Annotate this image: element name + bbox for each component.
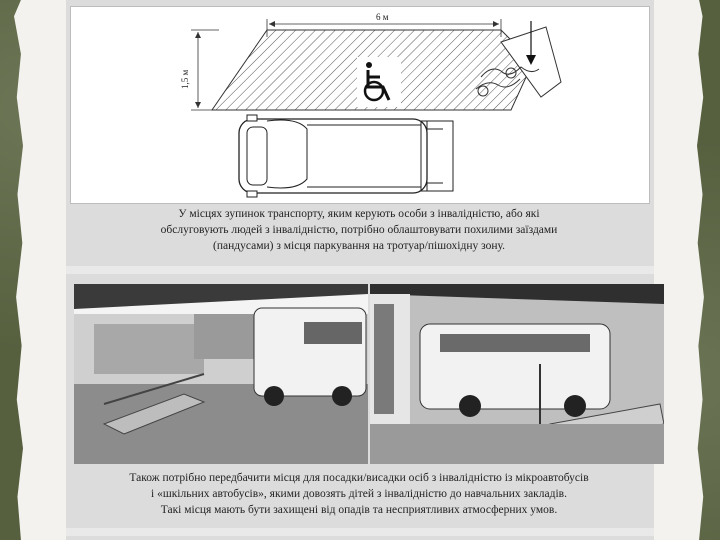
photo-ramp-with-bus-left xyxy=(74,284,368,464)
bottom-caption-line: і «шкільних автобусів», якими довозять дітей з інвалідністю до навчальних закладів. xyxy=(151,488,567,500)
bottom-caption xyxy=(70,470,648,518)
top-caption-line: У місцях зупинок транспорту, яким керують особи з інвалідністю, або які xyxy=(178,208,540,220)
height-label: 1,5 м xyxy=(180,69,190,89)
top-caption xyxy=(70,206,648,254)
bottom-caption-line: Також потрібно передбачити місця для посадки/висадки осіб з інвалідністю із мікроавтобусів xyxy=(129,472,589,484)
top-caption-line: (пандусами) з місця паркування на тротуар/пішохідну зону. xyxy=(213,240,505,252)
width-label: 6 м xyxy=(376,12,389,22)
height-dimension xyxy=(180,30,219,110)
parking-diagram xyxy=(71,7,649,203)
minibus-top-view xyxy=(239,115,453,197)
wheelchair-accessibility-icon xyxy=(357,57,401,107)
parking-diagram-panel xyxy=(70,6,650,204)
separator-band xyxy=(66,528,654,536)
photo-ramp-with-bus-right xyxy=(370,284,664,464)
photo-strip xyxy=(74,284,664,464)
top-caption-line: обслуговують людей з інвалідністю, потрібно облаштовувати похилими заїздами xyxy=(160,224,558,236)
separator-band xyxy=(66,266,654,274)
bottom-caption-line: Такі місця мають бути захищені від опадів та несприятливих атмосферних умов. xyxy=(160,504,558,516)
